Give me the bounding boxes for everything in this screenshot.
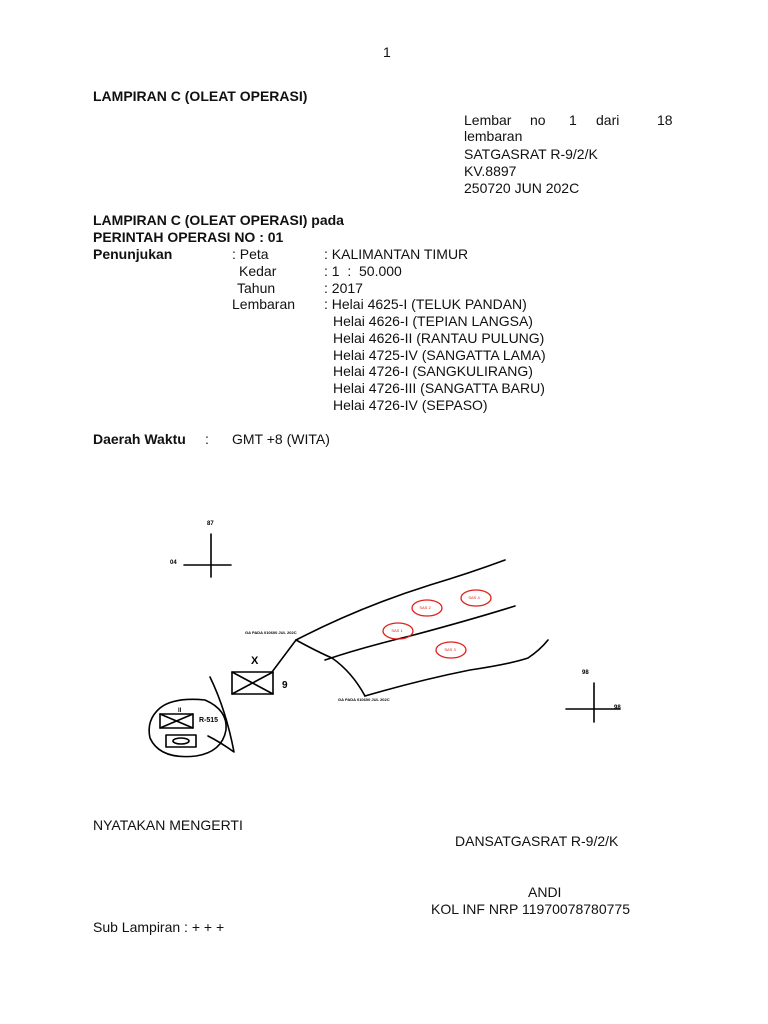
peta-value: : KALIMANTAN TIMUR <box>324 246 469 262</box>
sas-3-ellipse <box>436 642 466 658</box>
support-symbol-box <box>166 735 196 747</box>
commander-rank: KOL INF NRP 11970078780775 <box>431 901 630 917</box>
sheet-item: Helai 4626-I (TEPIAN LANGSA) <box>333 313 533 329</box>
support-symbol-oval <box>173 738 189 744</box>
kv-number: KV.8897 <box>464 163 517 179</box>
lembar-prefix: Lembar <box>464 112 512 128</box>
lembar-num: 1 <box>569 112 577 128</box>
unit-symbol-box <box>232 672 273 694</box>
sas-2-ellipse <box>412 600 442 616</box>
lembar-dari: dari <box>596 112 620 128</box>
grid-label-north: 87 <box>207 521 214 527</box>
penunjukan-label: Penunjukan <box>93 246 173 262</box>
unit-designation: SATGASRAT R-9/2/K <box>464 146 598 162</box>
tahun-label: Tahun <box>237 280 276 296</box>
lembar-no: no <box>530 112 546 128</box>
ga-label: GA PADA 010600 JUL 202C <box>245 630 297 635</box>
sas-4-label: SAS 4 <box>468 595 480 600</box>
sas-3-label: SAS 3 <box>444 647 456 652</box>
daerah-waktu-label: Daerah Waktu <box>93 431 186 447</box>
grid-label-east: 98 <box>614 705 621 711</box>
page-number: 1 <box>383 44 391 60</box>
approach-line <box>272 640 296 672</box>
kedar-value: : 1 : 50.000 <box>324 263 402 279</box>
sheet-item: Helai 4725-IV (SANGATTA LAMA) <box>333 347 546 363</box>
grid-label-north: 98 <box>582 670 589 676</box>
peta-label: : Peta <box>232 246 269 262</box>
unit-group-outline <box>149 699 226 756</box>
subunit-roman-label: II <box>178 708 182 714</box>
tahun-value: : 2017 <box>324 280 363 296</box>
lembaran-label: Lembaran <box>232 296 296 312</box>
sas-1-ellipse <box>383 623 413 639</box>
boundary-line-middle <box>325 606 515 660</box>
sector-outline <box>296 640 365 696</box>
unit-number-label: 9 <box>282 680 288 691</box>
commander-title: DANSATGASRAT R-9/2/K <box>455 833 619 849</box>
sheet-item: Helai 4726-IV (SEPASO) <box>333 397 488 413</box>
subheading-perintah: PERINTAH OPERASI NO : 01 <box>93 229 284 245</box>
subheading-lampiran: LAMPIRAN C (OLEAT OPERASI) pada <box>93 212 344 228</box>
lembar-total: 18 <box>657 112 673 128</box>
sheet-item: Helai 4726-I (SANGKULIRANG) <box>333 363 533 379</box>
daerah-waktu-value: GMT +8 (WITA) <box>232 431 330 447</box>
date-time-group: 250720 JUN 202C <box>464 180 580 196</box>
kedar-label: Kedar <box>239 263 277 279</box>
sheet-item: : Helai 4625-I (TELUK PANDAN) <box>324 296 527 312</box>
acknowledge-text: NYATAKAN MENGERTI <box>93 817 243 833</box>
subunit-symbol-box <box>160 714 193 728</box>
boundary-line-top <box>296 560 505 640</box>
sheet-item: Helai 4626-II (RANTAU PULUNG) <box>333 330 545 346</box>
sheet-item: Helai 4726-III (SANGATTA BARU) <box>333 380 545 396</box>
boundary-line-bottom <box>365 640 548 696</box>
sas-1-label: SAS 1 <box>391 628 403 633</box>
grid-label-east: 04 <box>170 560 177 566</box>
sub-lampiran: Sub Lampiran : + + + <box>93 919 225 935</box>
sas-4-ellipse <box>461 590 491 606</box>
commander-name: ANDI <box>528 884 562 900</box>
sas-objectives <box>383 590 491 658</box>
page-title: LAMPIRAN C (OLEAT OPERASI) <box>93 88 308 104</box>
sas-2-label: SAS 2 <box>419 605 431 610</box>
lembar-suffix: lembaran <box>464 128 523 144</box>
subunit-callsign-label: R-515 <box>199 717 219 724</box>
approach-line <box>208 677 234 752</box>
daerah-waktu-colon: : <box>205 431 209 447</box>
unit-size-label: X <box>251 655 259 667</box>
ga-label: GA PADA 010600 JUL 202C <box>338 697 390 702</box>
